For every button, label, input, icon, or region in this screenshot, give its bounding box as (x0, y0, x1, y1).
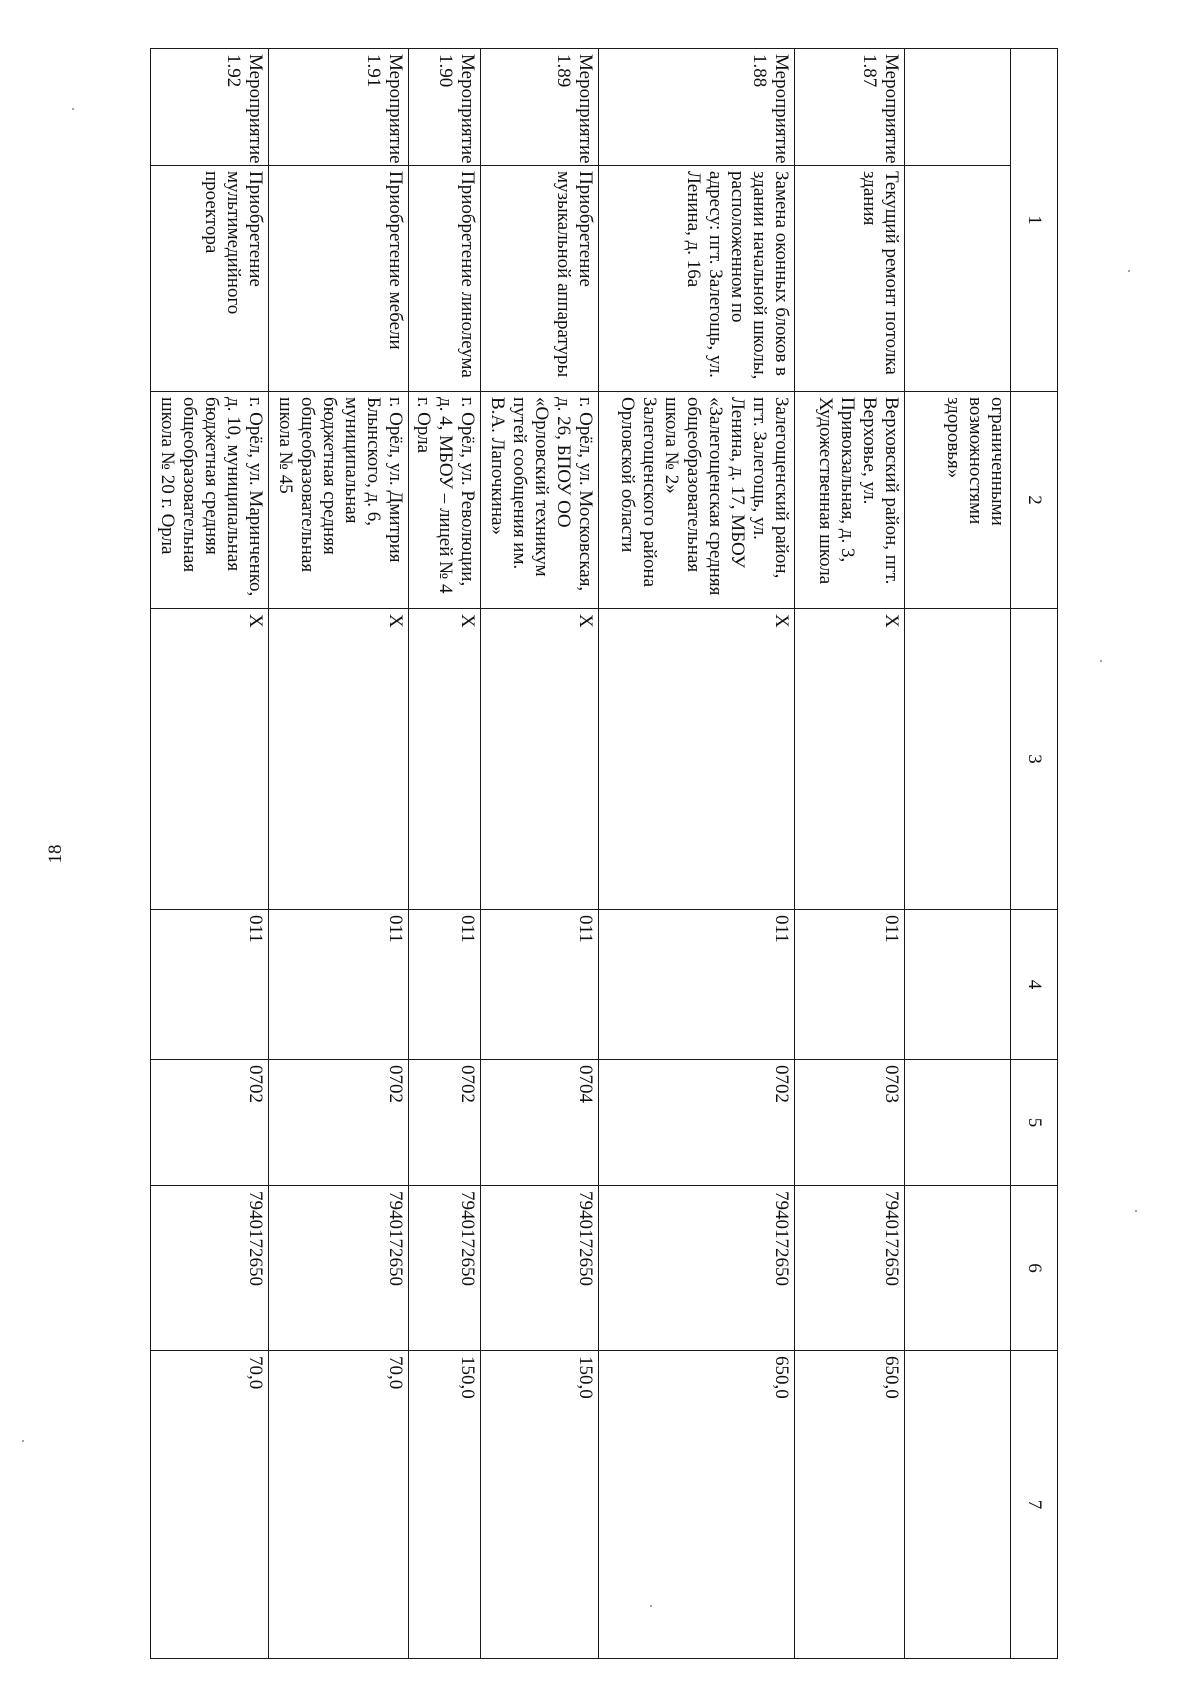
table-cell: г. Орёл, ул. Московская, д. 26, БПОУ ОО «Орловский техникум путей сообщения им. В.А. Лапочкина» (481, 392, 599, 609)
table-cell: Х (795, 609, 904, 910)
table-cell: ограниченными возможностями здоровья» (904, 392, 1010, 609)
table-cell: 0703 (795, 1060, 904, 1186)
table-cell: 011 (481, 910, 599, 1060)
table-cell: 011 (795, 910, 904, 1060)
table-cell: Мероприятие 1.92 (151, 49, 269, 166)
table-cell: 011 (268, 910, 408, 1060)
continuation-row (904, 49, 1010, 1659)
table-cell: 0702 (151, 1060, 269, 1186)
table-cell: 0702 (408, 1060, 481, 1186)
scan-speck (1100, 660, 1102, 662)
table-cell (904, 1351, 1010, 1659)
table-cell: 7940172650 (268, 1186, 408, 1351)
scan-speck (22, 1440, 24, 1442)
table-cell: г. Орёл, ул. Дмитрия Блынского, д. 6, муниципальная бюджетная средняя общеобразовательная школа № 45 (268, 392, 408, 609)
table-header-row (1010, 49, 1057, 1659)
table-cell: 7940172650 (481, 1186, 599, 1351)
table-cell: 150,0 (408, 1351, 481, 1659)
table-cell: 7940172650 (151, 1186, 269, 1351)
table-cell: Х (268, 609, 408, 910)
table-cell: 0702 (268, 1060, 408, 1186)
table-cell: г. Орёл, ул. Маринченко, д. 10, муниципальная бюджетная средняя общеобразовательная школа № 20 г. Орла (151, 392, 269, 609)
table-cell (904, 1060, 1010, 1186)
page-number: 18 (45, 844, 66, 864)
table-row (268, 49, 408, 1659)
table-cell: Мероприятие 1.87 (795, 49, 904, 166)
table-cell: 650,0 (795, 1351, 904, 1659)
table-cell: Х (408, 609, 481, 910)
header-cell-7: 7 (1010, 1351, 1057, 1659)
table-cell: Залегощенский район, пгт. Залегощь, ул. Ленина, д. 17, МБОУ «Залегощенская средняя общеобразовательная школа № 2» Залегощенского района Орловской области (598, 392, 794, 609)
table-cell: 650,0 (598, 1351, 794, 1659)
table-cell (904, 910, 1010, 1060)
header-cell-2: 2 (1010, 392, 1057, 609)
table-cell: Замена оконных блоков в здании начальной школы, расположенном по адресу: пгт. Залегощь, ул. Ленина, д. 16а (598, 166, 794, 392)
table-cell: Х (481, 609, 599, 910)
table-cell: 7940172650 (795, 1186, 904, 1351)
table-cell: Приобретение мебели (268, 166, 408, 392)
table-row (151, 49, 269, 1659)
table-cell: 150,0 (481, 1351, 599, 1659)
table-cell: Мероприятие 1.89 (481, 49, 599, 166)
scan-speck (72, 108, 74, 110)
table-cell: Х (151, 609, 269, 910)
table-cell: 7940172650 (598, 1186, 794, 1351)
table-cell: 011 (151, 910, 269, 1060)
table-cell: 0702 (598, 1060, 794, 1186)
table-cell (904, 1186, 1010, 1351)
budget-table (150, 48, 1058, 1659)
table-row (598, 49, 794, 1659)
table-cell: 70,0 (151, 1351, 269, 1659)
scan-speck (650, 1605, 652, 1607)
table-cell: Мероприятие 1.90 (408, 49, 481, 166)
header-cell-5: 5 (1010, 1060, 1057, 1186)
table-cell: Мероприятие 1.88 (598, 49, 794, 166)
table-row (481, 49, 599, 1659)
table-cell (904, 166, 1010, 392)
table-cell: 011 (598, 910, 794, 1060)
table-cell: Х (598, 609, 794, 910)
table-cell: 7940172650 (408, 1186, 481, 1351)
table-row (795, 49, 904, 1659)
table-cell: Приобретение музыкальной аппаратуры (481, 166, 599, 392)
table-cell: Верховский район, пгт. Верховье, ул. Привокзальная, д. 3, Художественная школа (795, 392, 904, 609)
header-cell-3: 3 (1010, 609, 1057, 910)
table-cell: г. Орёл, ул. Революции, д. 4, МБОУ – лицей № 4 г. Орла (408, 392, 481, 609)
scan-speck (1128, 270, 1130, 272)
table-row (408, 49, 481, 1659)
table-cell (904, 609, 1010, 910)
table-cell: Текущий ремонт потолка здания (795, 166, 904, 392)
table-cell: Приобретение линолеума (408, 166, 481, 392)
header-cell-4: 4 (1010, 910, 1057, 1060)
header-cell-6: 6 (1010, 1186, 1057, 1351)
header-cell-1: 1 (1010, 49, 1057, 392)
table-cell: 70,0 (268, 1351, 408, 1659)
table-cell: Мероприятие 1.91 (268, 49, 408, 166)
scan-speck (1135, 1210, 1137, 1212)
table-cell (904, 49, 1010, 166)
rotated-table-wrapper (150, 48, 1058, 1658)
table-cell: 011 (408, 910, 481, 1060)
table-cell: 0704 (481, 1060, 599, 1186)
table-cell: Приобретение мультимедийного проектора (151, 166, 269, 392)
